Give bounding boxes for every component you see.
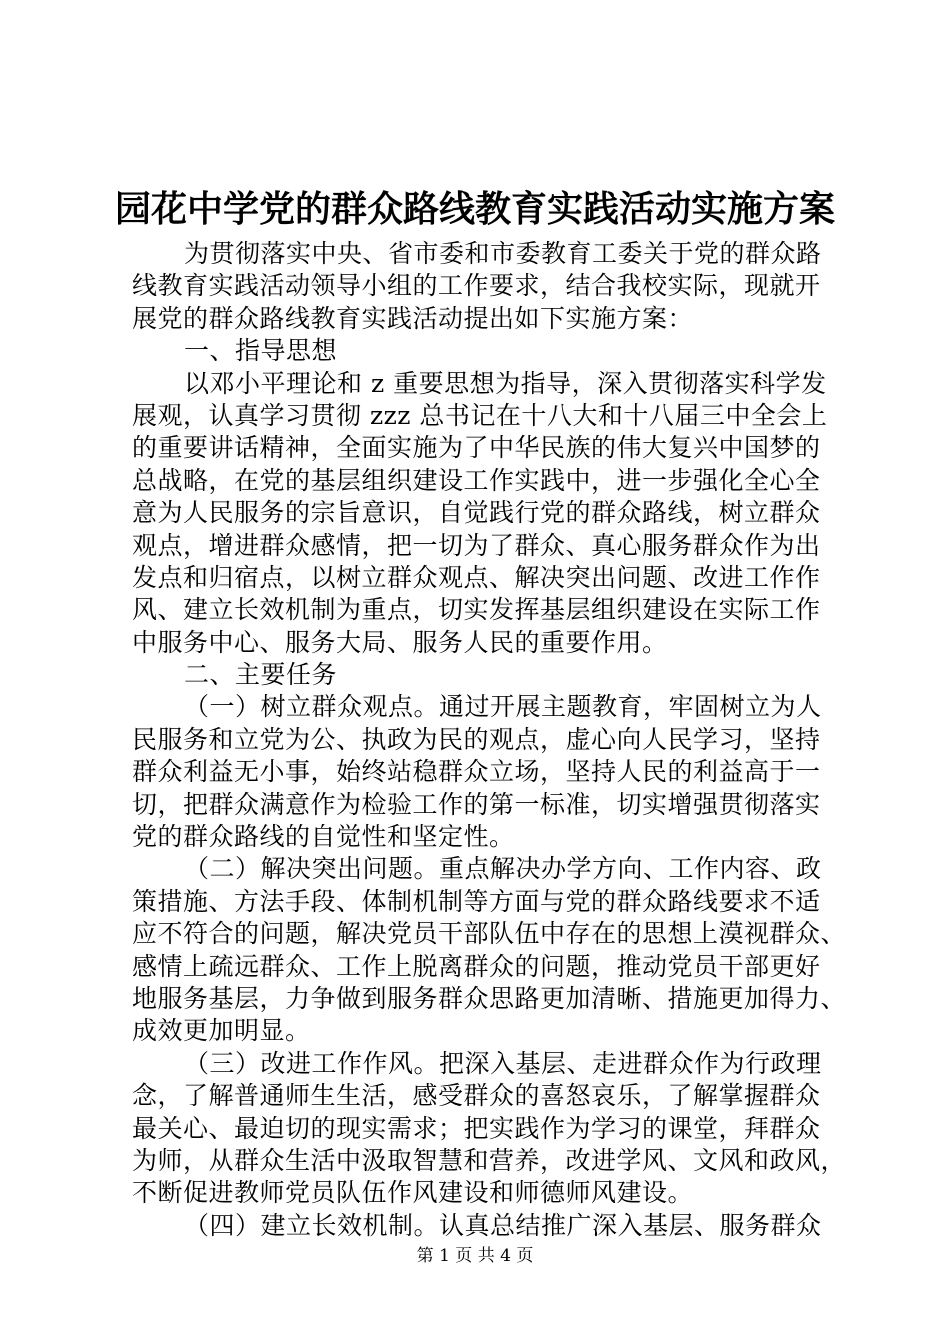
text-line: 策措施、方法手段、体制机制等方面与党的群众路线要求不适 [132,886,821,916]
text-line: （二）解决突出问题。重点解决办学方向、工作内容、政 [184,854,822,884]
section-heading: 一、指导思想 [184,336,338,366]
text-line: 不断促进教师党员队伍作风建设和师德师风建设。 [132,1178,694,1208]
text-line: 为师，从群众生活中汲取智慧和营养，改进学风、文风和政风， [132,1145,847,1175]
text-line: 切，把群众满意作为检验工作的第一标准，切实增强贯彻落实 [132,789,821,819]
text-line: （一）树立群众观点。通过开展主题教育，牢固树立为人 [184,692,822,722]
text-line: 的重要讲话精神，全面实施为了中华民族的伟大复兴中国梦的 [132,433,821,463]
text-line: 线教育实践活动领导小组的工作要求，结合我校实际，现就开 [132,271,821,301]
text-line: 总战略，在党的基层组织建设工作实践中，进一步强化全心全 [132,465,821,495]
text-line: 民服务和立党为公、执政为民的观点，虚心向人民学习，坚持 [132,724,821,754]
text-line: 念，了解普通师生生活，感受群众的喜怒哀乐，了解掌握群众 [132,1081,821,1111]
section-heading: 二、主要任务 [184,660,338,690]
page-footer: 第 1 页 共 4 页 [416,1246,534,1266]
text-line: 风、建立长效机制为重点，切实发挥基层组织建设在实际工作 [132,595,821,625]
text-line: 地服务基层，力争做到服务群众思路更加清晰、措施更加得力、 [132,983,847,1013]
page-title: 园花中学党的群众路线教育实践活动实施方案 [114,188,835,230]
text-line: 群众利益无小事，始终站稳群众立场，坚持人民的利益高于一 [132,757,821,787]
text-line: 成效更加明显。 [132,1016,311,1046]
text-line: 感情上疏远群众、工作上脱离群众的问题，推动党员干部更好 [132,951,821,981]
text-line: （三）改进工作作风。把深入基层、走进群众作为行政理 [184,1048,822,1078]
text-line: 以邓小平理论和 z 重要思想为指导，深入贯彻落实科学发 [184,368,827,398]
text-line: 为贯彻落实中央、省市委和市委教育工委关于党的群众路 [184,239,822,268]
text-line: 展党的群众路线教育实践活动提出如下实施方案： [132,303,694,333]
text-line: 应不符合的问题，解决党员干部队伍中存在的思想上漠视群众、 [132,919,847,949]
text-line: 观点，增进群众感情，把一切为了群众、真心服务群众作为出 [132,530,821,560]
text-line: 中服务中心、服务大局、服务人民的重要作用。 [132,627,668,657]
text-line: 展观，认真学习贯彻 zzz 总书记在十八大和十八届三中全会上 [132,400,828,430]
document-body [132,238,847,1242]
text-line: 意为人民服务的宗旨意识，自觉践行党的群众路线，树立群众 [132,498,821,528]
text-line: 党的群众路线的自觉性和坚定性。 [132,822,515,852]
text-line: 最关心、最迫切的现实需求；把实践作为学习的课堂，拜群众 [132,1113,821,1143]
text-line: 发点和归宿点，以树立群众观点、解决突出问题、改进工作作 [132,562,821,592]
text-line: （四）建立长效机制。认真总结推广深入基层、服务群众 [184,1210,822,1240]
